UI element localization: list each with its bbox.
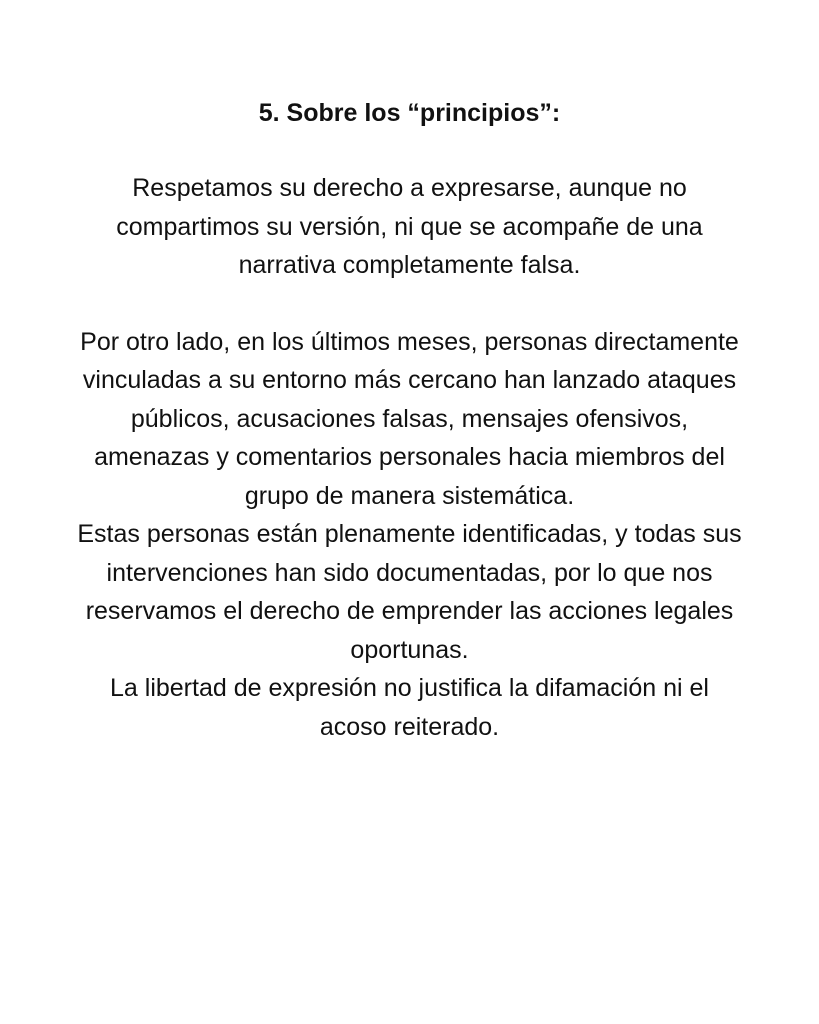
paragraph-line: Por otro lado, en los últimos meses, personas directamente xyxy=(80,327,739,356)
paragraph-line: compartimos su versión, ni que se acompañe de una xyxy=(116,212,703,241)
document-body xyxy=(30,94,789,746)
paragraph-respect xyxy=(30,169,789,285)
paragraph-line: Estas personas están plenamente identificadas, y todas sus xyxy=(77,520,742,548)
paragraph-line: amenazas y comentarios personales hacia miembros del xyxy=(94,443,725,471)
paragraph-line: públicos, acusaciones falsas, mensajes ofensivos, xyxy=(130,404,689,433)
paragraph-line: acoso reiterado. xyxy=(319,712,500,741)
paragraph-line: reservamos el derecho de emprender las acciones legales xyxy=(85,597,734,625)
paragraph-line: grupo de manera sistemática. xyxy=(244,481,575,510)
paragraph-line: narrativa completamente falsa. xyxy=(238,251,581,279)
paragraph-attacks xyxy=(30,323,789,516)
paragraph-line: La libertad de expresión no justifica la difamación ni el xyxy=(110,674,709,702)
paragraph-line: Respetamos su derecho a expresarse, aunque no xyxy=(132,174,687,202)
paragraph-line: oportunas. xyxy=(350,635,469,664)
section-heading: 5. Sobre los “principios”: xyxy=(258,99,561,127)
paragraph-line: intervenciones han sido documentadas, por lo que nos xyxy=(106,558,713,587)
paragraph-line: vinculadas a su entorno más cercano han lanzado ataques xyxy=(82,366,737,394)
paragraph-freedom xyxy=(30,669,789,746)
paragraph-legal xyxy=(30,515,789,669)
